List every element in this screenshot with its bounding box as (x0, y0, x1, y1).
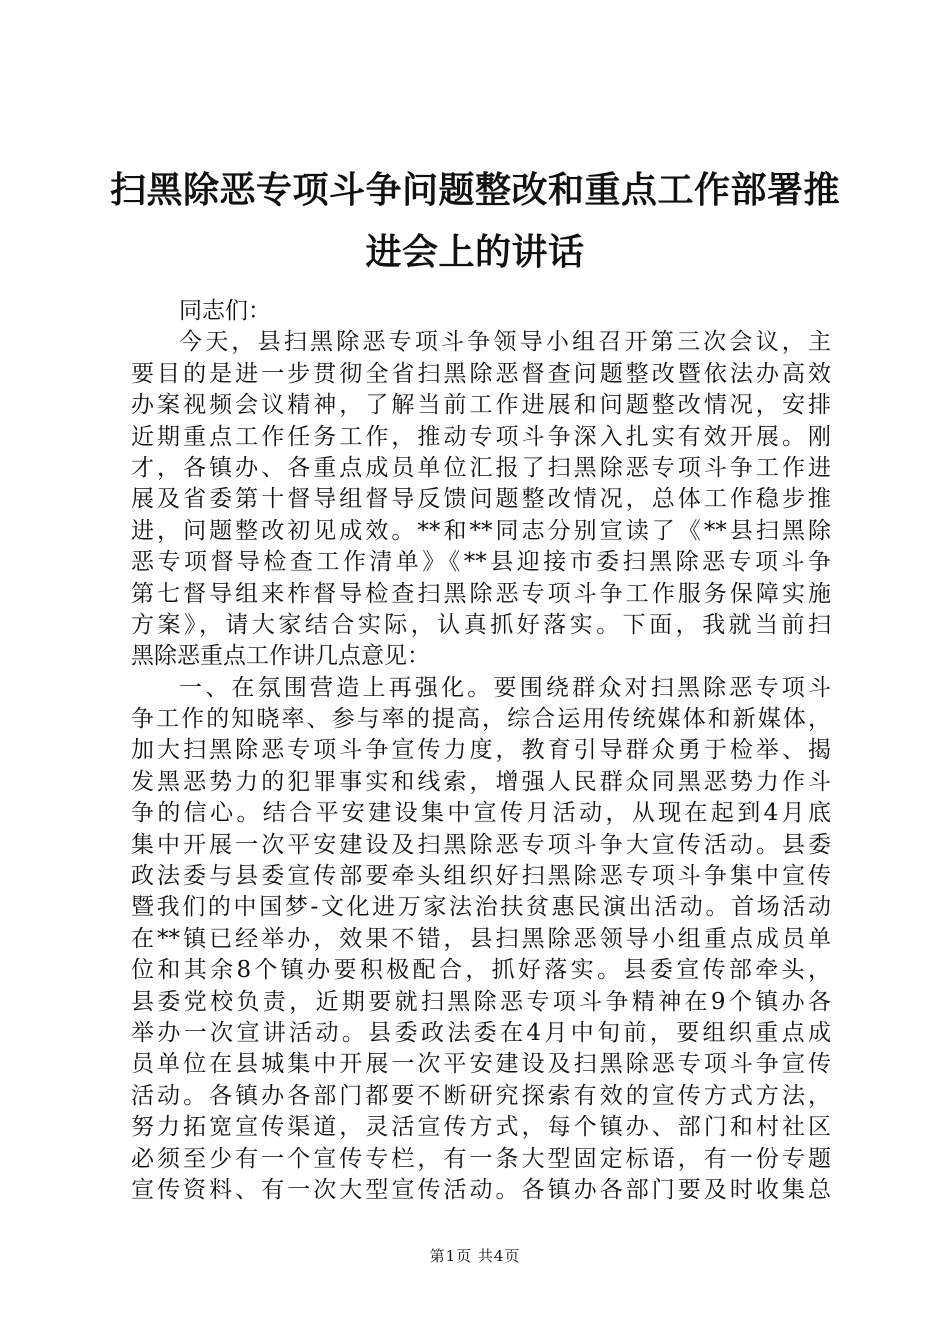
paragraph-line: 发黑恶势力的犯罪事实和线索，增强人民群众同黑恶势力作斗 (131, 768, 831, 795)
paragraph-line: 位和其余8个镇办要积极配合，抓好落实。县委宣传部牵头， (131, 957, 831, 984)
paragraph-line: 集中开展一次平安建设及扫黑除恶专项斗争大宣传活动。县委 (131, 831, 831, 858)
paragraph-line: 暨我们的中国梦-文化进万家法治扶贫惠民演出活动。首场活动 (131, 894, 831, 921)
paragraph-line: 要目的是进一步贯彻全省扫黑除恶督查问题整改暨依法办高效 (131, 360, 831, 387)
document-title-line-2: 进会上的讲话 (365, 231, 585, 273)
paragraph-line: 活动。各镇办各部门都要不断研究探索有效的宣传方式方法， (131, 1082, 831, 1109)
paragraph-line: 政法委与县委宣传部要牵头组织好扫黑除恶专项斗争集中宣传 (131, 863, 831, 890)
paragraph-line: 宣传资料、有一次大型宣传活动。各镇办各部门要及时收集总 (131, 1176, 831, 1203)
paragraph-line: 展及省委第十督导组督导反馈问题整改情况，总体工作稳步推 (131, 486, 831, 513)
page-number-footer: 第1页 共4页 (429, 1247, 521, 1265)
paragraph-line: 一、在氛围营造上再强化。要围绕群众对扫黑除恶专项斗 (179, 674, 831, 701)
document-body (131, 296, 831, 1206)
paragraph-line: 进，问题整改初见成效。**和**同志分别宣读了《**县扫黑除 (131, 517, 831, 544)
paragraph-line: 县委党校负责，近期要就扫黑除恶专项斗争精神在9个镇办各 (131, 988, 831, 1015)
salutation-line: 同志们： (179, 298, 271, 324)
paragraph-line: 举办一次宣讲活动。县委政法委在4月中旬前，要组织重点成 (131, 1019, 831, 1046)
paragraph-line: 加大扫黑除恶专项斗争宣传力度，教育引导群众勇于检举、揭 (131, 737, 831, 764)
paragraph-line: 努力拓宽宣传渠道，灵活宣传方式，每个镇办、部门和村社区 (131, 1114, 831, 1141)
paragraph-line: 方案》，请大家结合实际，认真抓好落实。下面，我就当前扫 (131, 611, 831, 638)
paragraph-line: 必须至少有一个宣传专栏，有一条大型固定标语，有一份专题 (131, 1145, 831, 1172)
paragraph-line: 今天，县扫黑除恶专项斗争领导小组召开第三次会议，主 (179, 329, 831, 356)
paragraph-line: 争工作的知晓率、参与率的提高，综合运用传统媒体和新媒体， (131, 706, 831, 733)
document-title-line-1: 扫黑除恶专项斗争问题整改和重点工作部署推 (109, 169, 840, 211)
paragraph-line: 才，各镇办、各重点成员单位汇报了扫黑除恶专项斗争工作进 (131, 454, 831, 481)
paragraph-line: 员单位在县城集中开展一次平安建设及扫黑除恶专项斗争宣传 (131, 1051, 831, 1078)
paragraph-line: 近期重点工作任务工作，推动专项斗争深入扎实有效开展。刚 (131, 423, 831, 450)
paragraph-line: 恶专项督导检查工作清单》《**县迎接市委扫黑除恶专项斗争 (131, 549, 831, 576)
paragraph-line: 第七督导组来柞督导检查扫黑除恶专项斗争工作服务保障实施 (131, 580, 831, 607)
paragraph-line: 办案视频会议精神，了解当前工作进展和问题整改情况，安排 (131, 392, 831, 419)
paragraph-line: 在**镇已经举办，效果不错，县扫黑除恶领导小组重点成员单 (131, 925, 831, 952)
paragraph-line: 黑除恶重点工作讲几点意见： (131, 643, 430, 670)
paragraph-line: 争的信心。结合平安建设集中宣传月活动，从现在起到4月底 (131, 800, 831, 827)
